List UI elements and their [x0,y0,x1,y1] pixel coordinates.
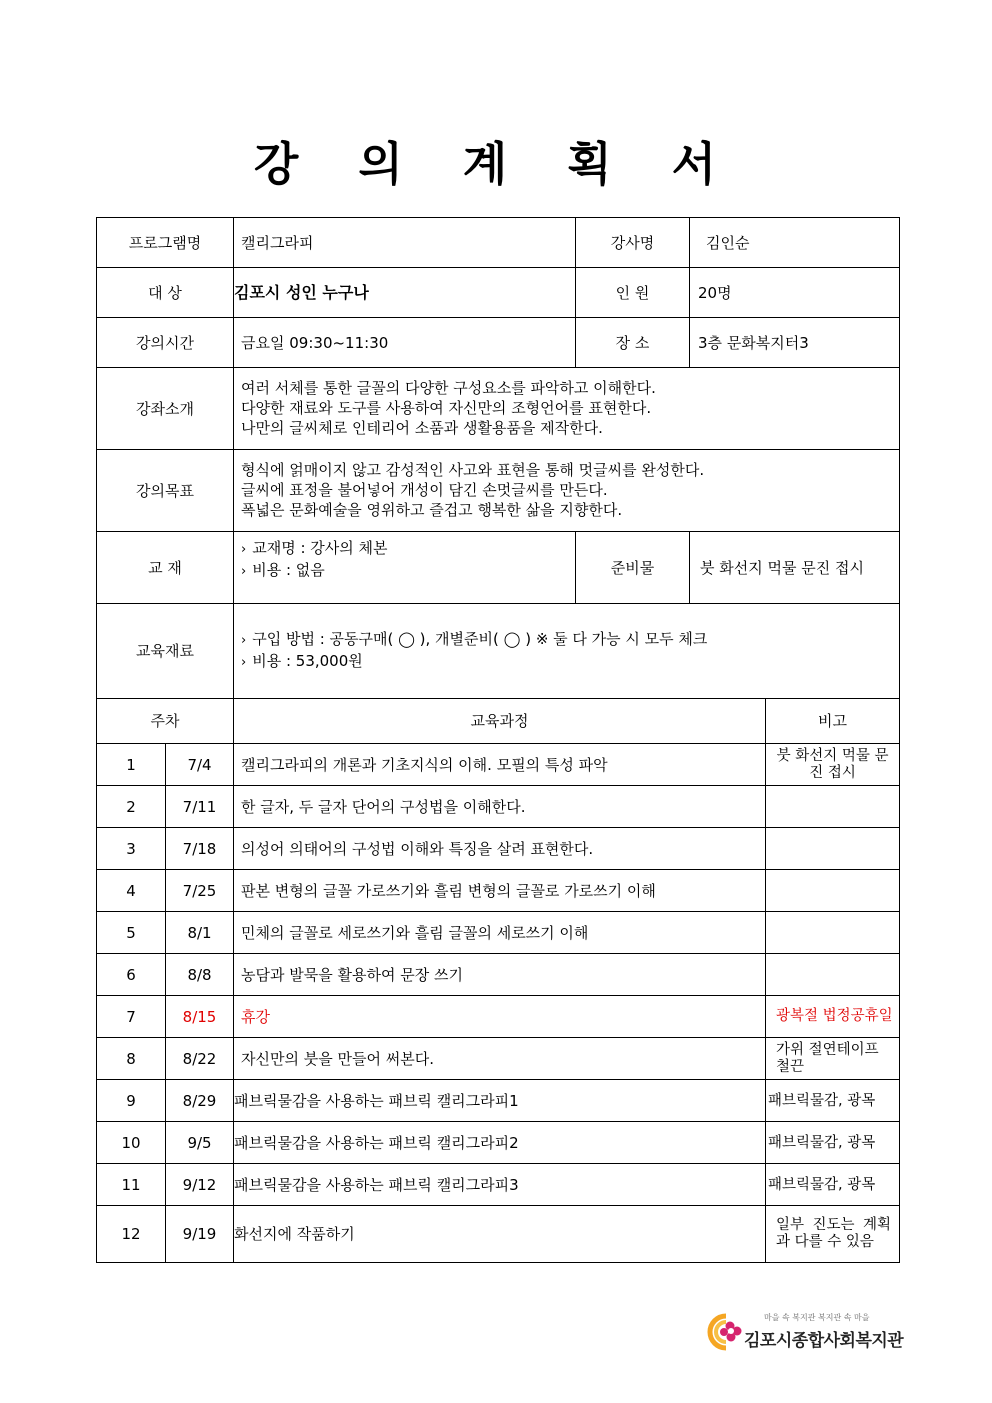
table-row [97,744,900,786]
course-note: 패브릭물감, 광목 [766,1164,900,1206]
prep-value: 붓 화선지 먹물 문진 접시 [700,558,864,577]
week-date: 8/22 [166,1038,234,1080]
week-number: 12 [97,1206,166,1263]
week-date: 9/12 [166,1164,234,1206]
place-label: 장 소 [576,318,690,367]
goal-line: 글씨에 표정을 불어넣어 개성이 담긴 손멋글씨를 만든다. [241,481,608,499]
course-note: 패브릭물감, 광목 [766,1080,900,1122]
course-content: 패브릭물감을 사용하는 패브릭 캘리그라피1 [234,1080,766,1122]
intro-line: 다양한 재료와 도구를 사용하여 자신만의 조형언어를 표현한다. [241,399,652,417]
week-number: 4 [97,870,166,912]
logo-tagline: 마을 속 복지관 복지관 속 마을 [764,1313,870,1322]
course-content: 의성어 의태어의 구성법 이해와 특징을 살려 표현한다. [234,828,766,870]
instructor-label: 강사명 [576,218,690,267]
week-number: 6 [97,954,166,996]
course-note: 패브릭물감, 광목 [766,1122,900,1164]
week-number: 3 [97,828,166,870]
course-note: 광복절 법정공휴일 [766,996,900,1038]
week-number: 2 [97,786,166,828]
time-label: 강의시간 [97,318,234,368]
logo-name: 김포시종합사회복지관 [744,1331,904,1351]
course-content: 한 글자, 두 글자 단어의 구성법을 이해한다. [234,786,766,828]
course-note: 가위 절연테이프 철끈 [766,1038,900,1080]
prep-label: 준비물 [576,532,690,603]
note-header: 비고 [766,699,900,744]
week-date: 8/15 [166,996,234,1038]
course-content: 캘리그라피의 개론과 기초지식의 이해. 모필의 특성 파악 [234,744,766,786]
course-note: 붓 화선지 먹물 문진 접시 [766,744,900,786]
week-date: 8/29 [166,1080,234,1122]
lecture-plan-table [96,217,900,1263]
instructor-value: 김인순 [706,233,750,252]
table-row [97,786,900,828]
week-number: 9 [97,1080,166,1122]
week-date: 7/11 [166,786,234,828]
capacity-label: 인 원 [576,268,690,317]
materials-cost: › 비용 : 53,000원 [241,651,892,673]
textbook-cost: › 비용 : 없음 [241,560,568,582]
intro-label: 강좌소개 [97,368,234,450]
table-row [97,1038,900,1080]
table-row [97,954,900,996]
course-note [766,954,900,996]
goal-label: 강의목표 [97,450,234,532]
table-row [97,1206,900,1263]
course-content: 농담과 발묵을 활용하여 문장 쓰기 [234,954,766,996]
week-date: 9/5 [166,1122,234,1164]
table-row [97,828,900,870]
table-row [97,1080,900,1122]
capacity-value: 20명 [698,283,732,302]
course-note [766,870,900,912]
table-row [97,870,900,912]
week-number: 7 [97,996,166,1038]
materials-label: 교육재료 [97,604,234,699]
week-date: 7/18 [166,828,234,870]
course-content: 패브릭물감을 사용하는 패브릭 캘리그라피3 [234,1164,766,1206]
week-date: 7/25 [166,870,234,912]
target-label: 대 상 [97,268,234,318]
intro-line: 나만의 글씨체로 인테리어 소품과 생활용품을 제작한다. [241,419,603,437]
course-note [766,828,900,870]
textbook-name: › 교재명 : 강사의 체본 [241,538,568,560]
week-date: 8/1 [166,912,234,954]
course-content: 자신만의 붓을 만들어 써본다. [234,1038,766,1080]
logo-mark-icon [706,1310,746,1354]
program-label: 프로그램명 [97,218,234,268]
course-content: 판본 변형의 글꼴 가로쓰기와 흘림 변형의 글꼴로 가로쓰기 이해 [234,870,766,912]
course-header: 교육과정 [234,699,766,744]
course-content: 화선지에 작품하기 [234,1206,766,1263]
textbook-label: 교 재 [97,532,234,604]
course-note [766,912,900,954]
week-date: 9/19 [166,1206,234,1263]
welfare-center-logo [706,1308,906,1364]
goal-line: 폭넓은 문화예술을 영위하고 즐겁고 행복한 삶을 지향한다. [241,501,623,519]
week-number: 5 [97,912,166,954]
course-note: 일부 진도는 계획과 다를 수 있음 [766,1206,900,1263]
time-value: 금요일 09:30~11:30 [234,318,576,368]
target-value: 김포시 성인 누구나 [234,268,576,318]
program-value: 캘리그라피 [234,218,576,268]
place-value: 3층 문화복지터3 [698,333,809,352]
table-row [97,912,900,954]
table-row [97,996,900,1038]
week-number: 1 [97,744,166,786]
week-number: 8 [97,1038,166,1080]
course-content: 패브릭물감을 사용하는 패브릭 캘리그라피2 [234,1122,766,1164]
course-note [766,786,900,828]
table-row [97,1164,900,1206]
table-row [97,1122,900,1164]
course-content: 휴강 [234,996,766,1038]
week-number: 11 [97,1164,166,1206]
course-content: 민체의 글꼴로 세로쓰기와 흘림 글꼴의 세로쓰기 이해 [234,912,766,954]
week-header: 주차 [97,699,234,744]
week-date: 8/8 [166,954,234,996]
goal-line: 형식에 얽매이지 않고 감성적인 사고와 표현을 통해 멋글씨를 완성한다. [241,461,705,479]
intro-line: 여러 서체를 통한 글꼴의 다양한 구성요소를 파악하고 이해한다. [241,379,656,397]
week-date: 7/4 [166,744,234,786]
materials-method: › 구입 방법 : 공동구매( ◯ ), 개별준비( ◯ ) ※ 둘 다 가능 시 모두 체크 [241,629,892,651]
week-number: 10 [97,1122,166,1164]
document-title: 강 의 계 획 서 [253,137,739,191]
